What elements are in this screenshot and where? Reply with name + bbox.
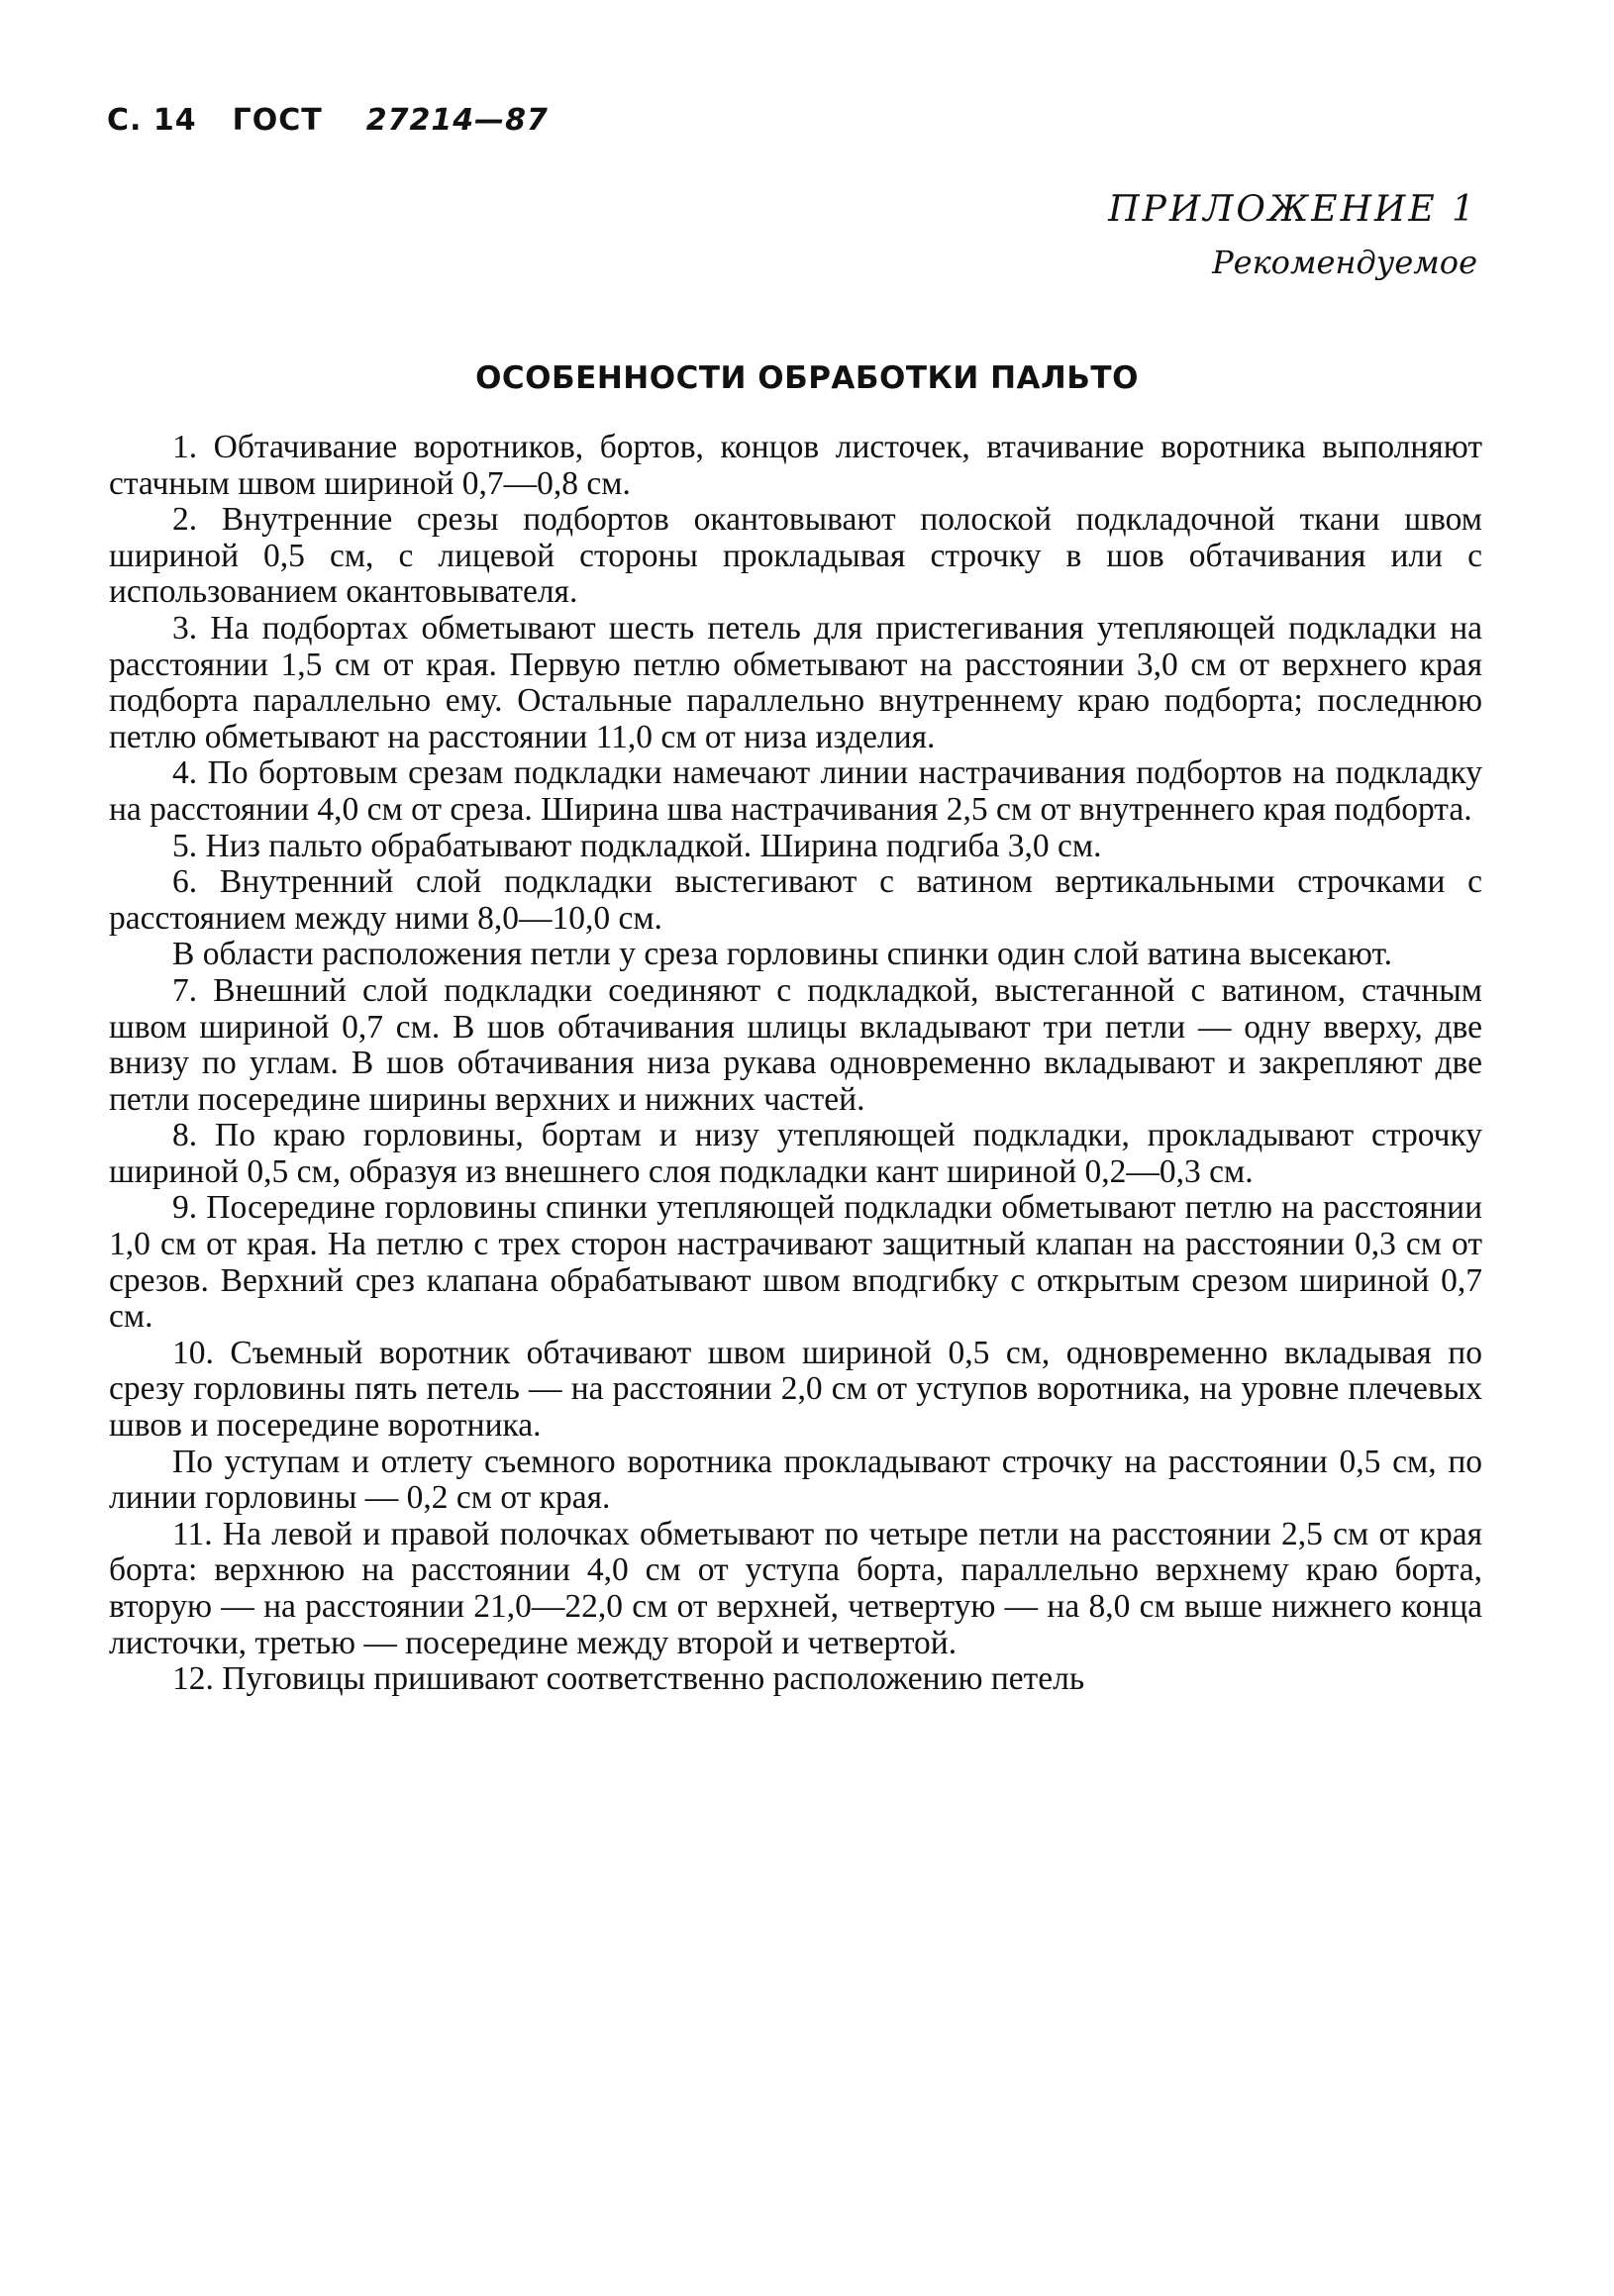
standard-number: 27214—87 [365, 103, 549, 138]
standard-label: ГОСТ [232, 103, 323, 138]
page-header [107, 103, 549, 152]
paragraph: 4. По бортовым срезам подкладки намечают линии настрачивания подбортов на подкладку на расстоянии 4,0 см от среза. Ширина шва настрачивания 2,5 см от внутреннего края подборта. [109, 754, 1482, 828]
section-title: ОСОБЕННОСТИ ОБРАБОТКИ ПАЛЬТО [475, 360, 1139, 396]
paragraph: 9. Посередине горловины спинки утепляющей подкладки обметывают петлю на расстоянии 1,0 см от края. На петлю с трех сторон настрачивают защитный клапан на расстоянии 0,3 см от срезов. Верхний срез клапана обрабатывают швом вподгибку с открытым срезом шириной 0,7 см. [109, 1189, 1482, 1336]
paragraph: 1. Обтачивание воротников, бортов, концов листочек, втачивание воротника выполняют стачным швом шириной 0,7—0,8 см. [109, 429, 1482, 502]
paragraph: 6. Внутренний слой подкладки выстегивают с ватином вертикальными строчками с расстоянием между ними 8,0—10,0 см. [109, 863, 1482, 937]
appendix-block [1108, 186, 1477, 285]
paragraph: 8. По краю горловины, бортам и низу утепляющей подкладки, прокладывают строчку шириной 0,5 см, образуя из внешнего слоя подкладки кант шириной 0,2—0,3 см. [109, 1117, 1482, 1190]
appendix-title: ПРИЛОЖЕНИЕ 1 [1108, 189, 1477, 230]
paragraph: 2. Внутренние срезы подбортов окантовывают полоской подкладочной ткани швом шириной 0,5 см, с лицевой стороны прокладывая строчку в шов обтачивания или с использованием окантовывателя. [109, 501, 1482, 611]
paragraph: 11. На левой и правой полочках обметывают по четыре петли на расстоянии 2,5 см от края борта: верхнюю на расстоянии 4,0 см от уступа борта, параллельно верхнему краю борта, вторую — на расстоянии 21,0—22,0 см от верхней, четвертую — на 8,0 см выше нижнего конца листочки, третью — посередине между второй и четвертой. [109, 1515, 1482, 1661]
body-text [109, 430, 1482, 1698]
paragraph: В области расположения петли у среза горловины спинки один слой ватина высекают. [172, 936, 1392, 973]
paragraph: 7. Внешний слой подкладки соединяют с подкладкой, выстеганной с ватином, стачным швом шириной 0,7 см. В шов обтачивания шлицы вкладывают три петли — одну вверху, две внизу по углам. В шов обтачивания низа рукава одновременно вкладывают и закрепляют две петли посередине ширины верхних и нижних частей. [109, 971, 1482, 1118]
appendix-subtitle: Рекомендуемое [1212, 244, 1477, 281]
paragraph: По уступам и отлету съемного воротника прокладывают строчку на расстоянии 0,5 см, по линии горловины — 0,2 см от края. [109, 1443, 1482, 1517]
page-number: С. 14 [107, 103, 197, 138]
paragraph: 12. Пуговицы пришивают соответственно расположению петель [172, 1660, 1085, 1698]
paragraph: 3. На подбортах обметывают шесть петель для пристегивания утепляющей подкладки на расстоянии 1,5 см от края. Первую петлю обметывают на расстоянии 3,0 см от верхнего края подборта параллельно ему. Остальные параллельно внутреннему краю подборта; последнюю петлю обметывают на расстоянии 11,0 см от низа изделия. [109, 609, 1482, 755]
paragraph: 5. Низ пальто обрабатывают подкладкой. Ширина подгиба 3,0 см. [172, 827, 1102, 864]
paragraph: 10. Съемный воротник обтачивают швом шириной 0,5 см, одновременно вкладывая по срезу горловины пять петель — на расстоянии 2,0 см от уступов воротника, на уровне плечевых швов и посередине воротника. [109, 1334, 1482, 1445]
